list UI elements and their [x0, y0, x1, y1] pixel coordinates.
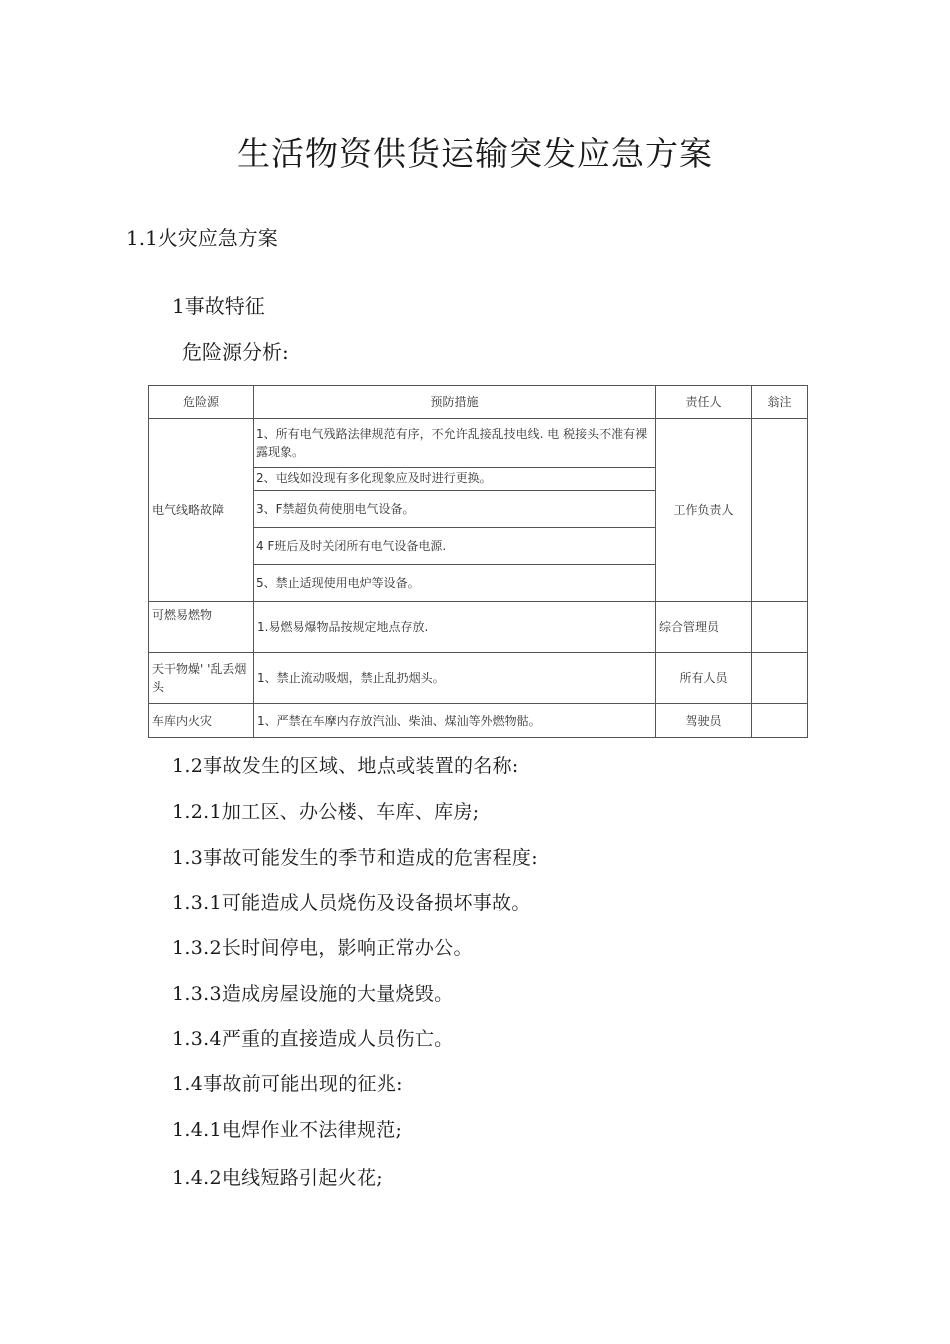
person-cell: 综合管理员 [656, 602, 752, 653]
measure-cell: 4 F班后及时关闭所有电气设备电源. [254, 528, 656, 565]
hazard-analysis-label: 危险源分析: [182, 340, 289, 364]
table-row [149, 419, 808, 468]
body-line: 1.3.4严重的直接造成人员伤亡。 [172, 1028, 454, 1050]
section-heading-1: 1事故特征 [172, 294, 265, 318]
hazard-cell: 电气线略故障 [149, 419, 254, 602]
header-person: 责任人 [656, 386, 752, 419]
note-cell [752, 602, 808, 653]
section-heading-1-1: 1.1火灾应急方案 [126, 226, 278, 250]
measure-cell: 1、所有电气残路法律规范有序，不允许乱接乱技电线. 电 税接头不准有裸露现象。 [254, 419, 656, 468]
table-row [149, 653, 808, 704]
measure-cell: 1、严禁在车摩内存放汽汕、柴油、煤汕等外燃物骷。 [254, 704, 656, 738]
hazard-cell: 天干物燥' '乱丢烟头 [149, 653, 254, 704]
body-line: 1.3.2长时间停电，影响正常办公。 [172, 937, 473, 959]
body-line: 1.4.2电线短路引起火花; [172, 1167, 383, 1189]
hazard-table [148, 385, 808, 738]
measure-cell: 1.易燃易爆物品按规定地点存放. [254, 602, 656, 653]
table-header-row [149, 386, 808, 419]
person-cell: 所有人员 [656, 653, 752, 704]
body-line: 1.3.3造成房屋设施的大量烧毁。 [172, 983, 454, 1005]
hazard-cell: 车库内火灾 [149, 704, 254, 738]
header-note: 翁注 [752, 386, 808, 419]
body-line: 1.3事故可能发生的季节和造成的危害程度: [172, 847, 538, 869]
table-row [149, 704, 808, 738]
body-line: 1.3.1可能造成人员烧伤及设备损坏事故。 [172, 892, 531, 914]
header-measures: 预防措施 [254, 386, 656, 419]
note-cell [752, 704, 808, 738]
measure-cell: 3、F禁超负荷使朋电气设备。 [254, 491, 656, 528]
hazard-cell: 可燃易燃物 [149, 602, 254, 653]
body-line: 1.4事故前可能出现的征兆: [172, 1073, 403, 1095]
person-cell: 驾驶员 [656, 704, 752, 738]
note-cell [752, 419, 808, 602]
note-cell [752, 653, 808, 704]
body-line: 1.2事故发生的区域、地点或装置的名称: [172, 755, 519, 777]
measure-cell: 2、屯线如没现有多化现象应及时进行更换。 [254, 468, 656, 491]
header-hazard: 危险源 [149, 386, 254, 419]
body-line: 1.2.1加工区、办公楼、车库、库房; [172, 801, 480, 823]
person-cell: 工作负责人 [656, 419, 752, 602]
table-row [149, 602, 808, 653]
body-line: 1.4.1电焊作业不法律规范; [172, 1119, 403, 1141]
measure-cell: 5、禁止适现使用电炉等设备。 [254, 565, 656, 602]
measure-cell: 1、禁止流动吸烟，禁止乱扔烟头。 [254, 653, 656, 704]
document-title: 生活物资供货运输突发应急方案 [237, 134, 713, 173]
